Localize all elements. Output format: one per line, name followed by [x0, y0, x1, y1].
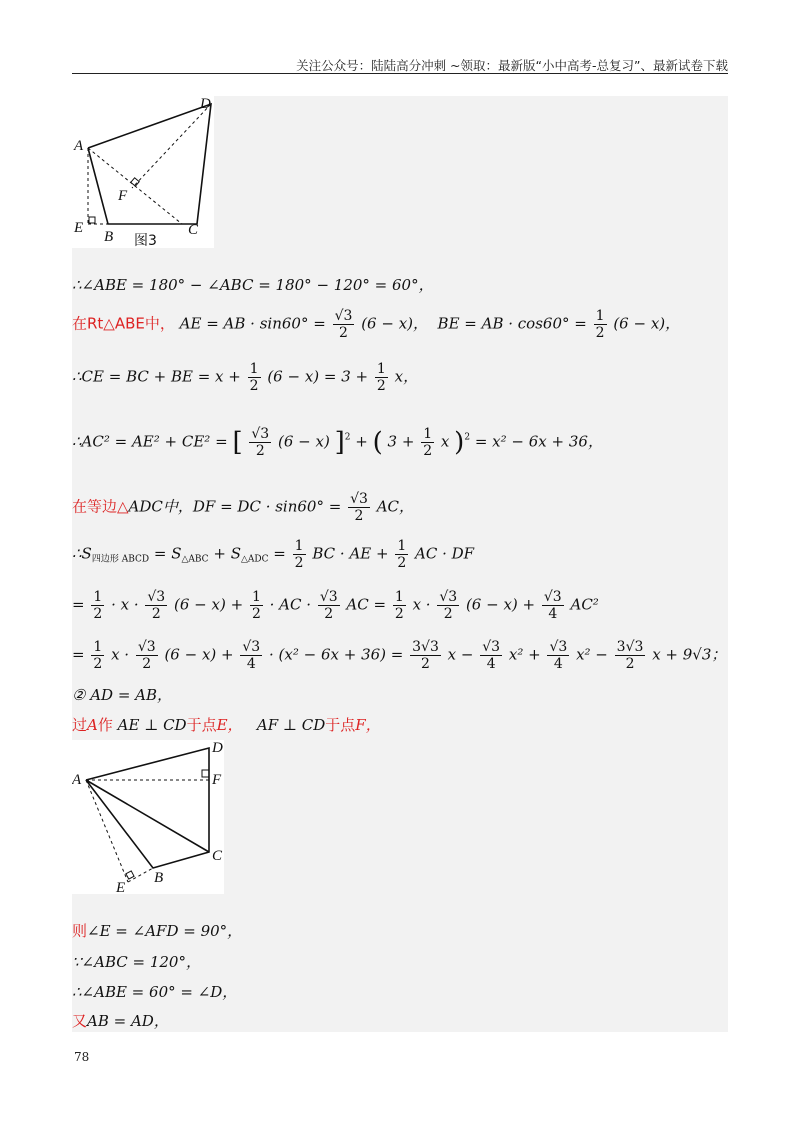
fraction: $\frac{1}{2}$	[93, 639, 103, 673]
figure-2-quadrilateral	[72, 740, 224, 894]
fraction: $\frac{1}{2}$	[249, 361, 259, 395]
line-6: $\therefore S_{四边形 ABCD} = S_{\triangle ABC} + S_{\triangle ADC}$ = $\frac{1}{2}$ BC · AE + $\frac{1}{2}$ AC · DF	[72, 538, 475, 572]
fraction: $\frac{1}{2}$	[251, 589, 261, 623]
fraction: $\frac{3√3}{2}$	[616, 639, 644, 673]
label-C: C	[212, 848, 223, 864]
fraction: $\frac{√3}{2}$	[137, 639, 156, 673]
figure-3-svg	[72, 96, 214, 248]
figure-2-svg	[72, 740, 224, 894]
fraction: $\frac{1}{2}$	[423, 426, 433, 460]
fraction: $\frac{√3}{4}$	[242, 639, 261, 673]
figure-3-quadrilateral	[72, 96, 214, 248]
line-14: 又AB = AD，	[72, 1012, 169, 1030]
label-C: C	[188, 222, 199, 238]
label-E: E	[74, 220, 84, 236]
line-7: = $\frac{1}{2}$ · x · $\frac{√3}{2}$ (6 − x) + $\frac{1}{2}$ · AC · $\frac{√3}{2}$ AC = $\frac{1}{2}$ x · $\frac{√3}{2}$ (6 − x) + $\frac{√3}{4}$ AC²	[72, 589, 599, 623]
line-1: ∴∠ABE = 180° − ∠ABC = 180° − 120° = 60°，	[72, 276, 434, 294]
line-4: ∴AC² = AE² + CE² = [ $\frac{√3}{2}$ (6 − x) ]$^2$ + ( 3 + $\frac{1}{2}$ x )$^2$ = x² − 6x + 36，	[72, 426, 603, 460]
label-D: D	[212, 740, 223, 756]
fraction: $\frac{√3}{2}$	[334, 308, 353, 342]
label-F: F	[118, 188, 128, 204]
fraction: $\frac{3√3}{2}$	[412, 639, 439, 673]
header-text: 关注公众号：陆陆高分冲刺 ~领取：最新版“小中高考-总复习”、最新试卷下载	[296, 58, 728, 73]
fraction: $\frac{√3}{2}$	[319, 589, 338, 623]
label-D: D	[200, 96, 211, 112]
label-A: A	[72, 772, 82, 788]
label-F: F	[212, 772, 222, 788]
figure-caption: 图3	[134, 233, 157, 248]
line-2: 在Rt△ABE中， AE = AB · sin60° = $\frac{√3}{2}$ (6 − x)， BE = AB · cos60° = $\frac{1}{2}$ (6 − x)，	[72, 308, 681, 342]
label-B: B	[104, 229, 114, 245]
content-area	[72, 96, 728, 1032]
line-10: 过A作 AE ⊥ CD于点E， AF ⊥ CD于点F，	[72, 716, 381, 734]
line-3: ∴CE = BC + BE = x + $\frac{1}{2}$ (6 − x) = 3 + $\frac{1}{2}$ x，	[72, 361, 419, 395]
fraction: $\frac{√3}{4}$	[549, 639, 568, 673]
line-11: 则∠E = ∠AFD = 90°，	[72, 922, 243, 940]
fraction: $\frac{1}{2}$	[93, 589, 103, 623]
page-header	[72, 52, 728, 74]
fraction: $\frac{1}{2}$	[376, 361, 386, 395]
line-5: 在等边△ADC中，DF = DC · sin60° = $\frac{√3}{2}$ AC，	[72, 491, 415, 525]
label-E: E	[116, 880, 126, 894]
fraction: $\frac{1}{2}$	[294, 538, 304, 572]
fraction: $\frac{√3}{2}$	[251, 426, 270, 460]
line-8: = $\frac{1}{2}$ x · $\frac{√3}{2}$ (6 − x) + $\frac{√3}{4}$ · (x² − 6x + 36) = $\frac{3√3}{2}$ x − $\frac{√3}{4}$ x² + $\frac{√3}{4}$ x² − $\frac{3√3}{2}$ x + 9√3；	[72, 639, 727, 673]
fraction: $\frac{√3}{2}$	[439, 589, 458, 623]
label-B: B	[154, 870, 164, 886]
fraction: $\frac{√3}{2}$	[350, 491, 368, 525]
header-rule	[72, 73, 728, 74]
fraction: $\frac{√3}{2}$	[147, 589, 166, 623]
fraction: $\frac{1}{2}$	[595, 308, 605, 342]
fraction: $\frac{1}{2}$	[397, 538, 407, 572]
fraction: $\frac{1}{2}$	[394, 589, 404, 623]
line-9: ② AD = AB，	[72, 686, 173, 704]
line-13: ∴∠ABE = 60° = ∠D，	[72, 983, 238, 1001]
fraction: $\frac{√3}{4}$	[543, 589, 562, 623]
page-number: 78	[74, 1050, 90, 1064]
label-A: A	[74, 138, 84, 154]
fraction: $\frac{√3}{4}$	[482, 639, 501, 673]
line-12: ∵∠ABC = 120°，	[72, 953, 201, 971]
